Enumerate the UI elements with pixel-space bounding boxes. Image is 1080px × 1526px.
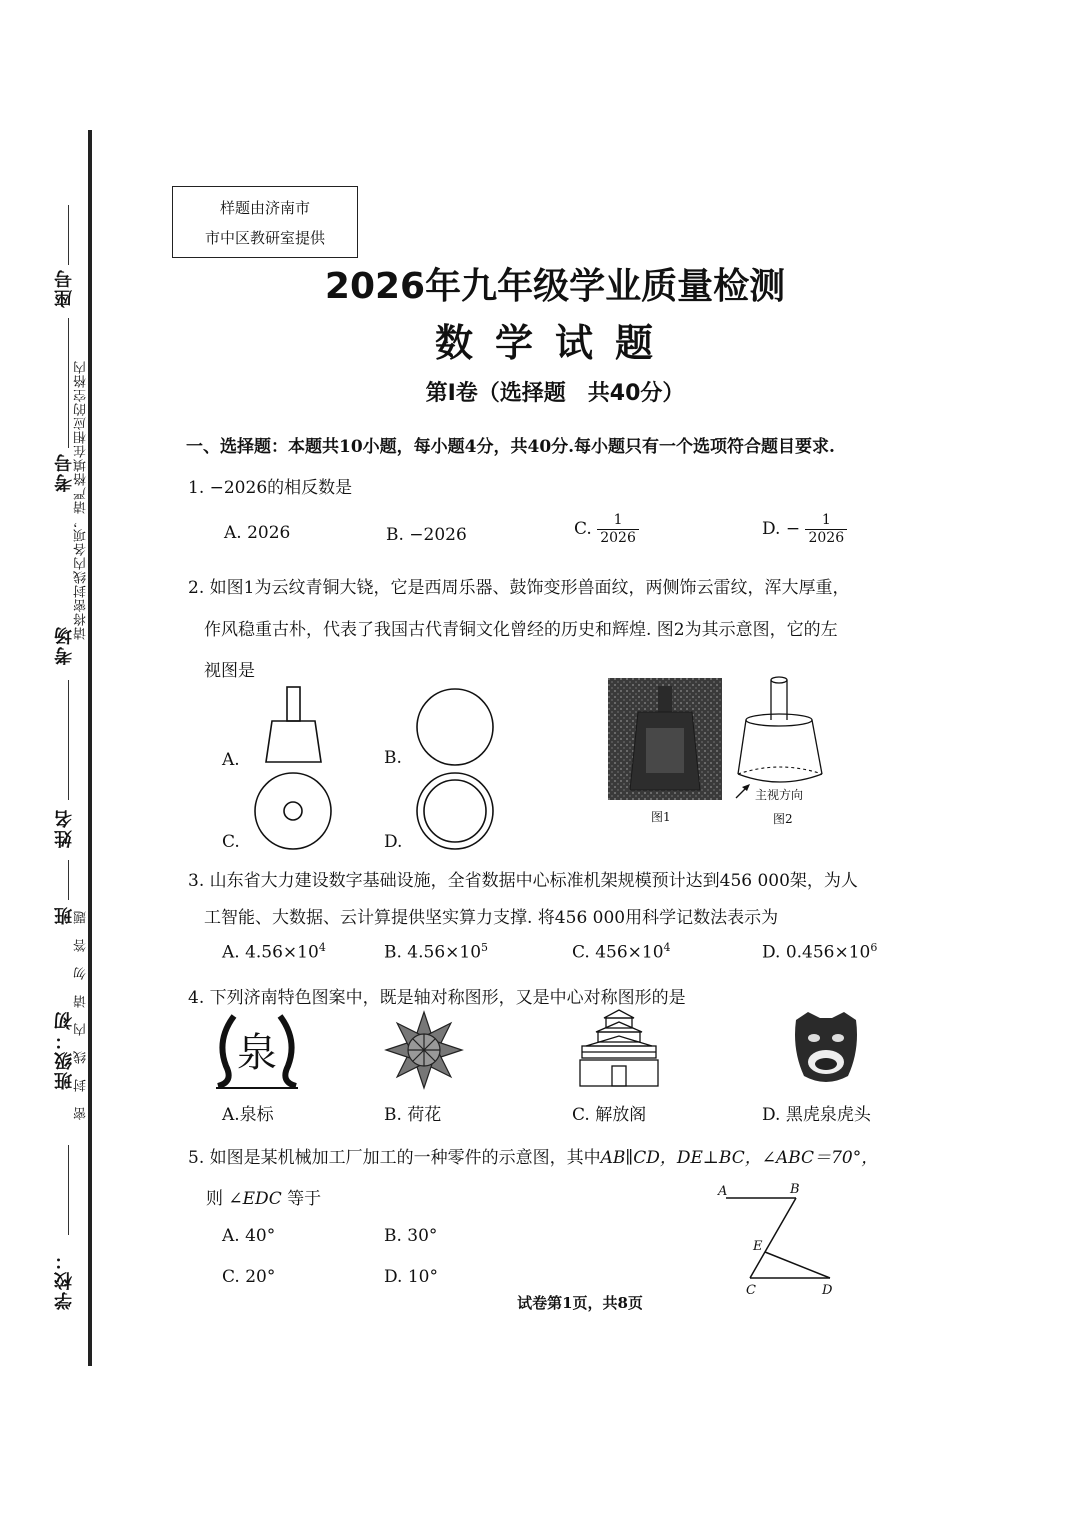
exam-room-label: 考场 bbox=[54, 625, 75, 665]
name-line bbox=[68, 860, 69, 900]
q1-option-c-fraction bbox=[597, 512, 639, 547]
q2-option-c-label: C. bbox=[222, 832, 240, 852]
stamp-line-1: 样题由济南市 bbox=[219, 199, 310, 217]
seat-line bbox=[68, 205, 69, 265]
q2-option-b-figure bbox=[414, 686, 498, 770]
fraction-numerator: 1 bbox=[805, 512, 847, 530]
q3-option-b bbox=[384, 941, 488, 963]
q4-option-c: C. 解放阁 bbox=[572, 1105, 647, 1125]
q3-option-d-exponent: 6 bbox=[870, 941, 878, 954]
subject-title: 数学试题 bbox=[434, 321, 675, 365]
q4-stem: 4. 下列济南特色图案中，既是轴对称图形，又是中心对称图形的是 bbox=[188, 988, 686, 1008]
q1-option-d bbox=[762, 512, 847, 547]
q3-option-b-base: B. 4.56×10 bbox=[384, 942, 482, 963]
instructions: 一、选择题：本题共10小题，每小题4分，共40分.每小题只有一个选项符合题目要求. bbox=[186, 437, 835, 457]
q2-option-d-figure bbox=[414, 770, 498, 854]
q3-option-c-exponent: 4 bbox=[663, 941, 671, 954]
q5-option-b: B. 30° bbox=[384, 1226, 438, 1246]
quan-character: 泉 bbox=[237, 1030, 277, 1076]
section-title: 第I卷（选择题 共40分） bbox=[425, 381, 685, 406]
seal-line-text: 密 封 线 内 请 勿 答 题 bbox=[74, 910, 89, 1120]
point-e-label: E bbox=[753, 1239, 763, 1254]
class-label: 班 bbox=[54, 905, 75, 925]
q3-option-d-base: D. 0.456×10 bbox=[762, 942, 871, 963]
q1-option-d-fraction bbox=[805, 512, 847, 547]
q1-option-b: B. −2026 bbox=[386, 525, 467, 545]
q3-option-d bbox=[762, 941, 877, 963]
q1-option-c-label: C. bbox=[574, 519, 592, 539]
q1-stem: 1. −2026的相反数是 bbox=[188, 478, 353, 498]
lotus-emblem bbox=[384, 1010, 464, 1090]
q5-line-1-text: 5. 如图是某机械加工厂加工的一种零件的示意图，其中 bbox=[188, 1148, 601, 1168]
q1-option-d-label: D. − bbox=[762, 519, 801, 539]
q3-option-a bbox=[222, 941, 326, 963]
q3-option-b-exponent: 5 bbox=[481, 941, 489, 954]
exam-no-label: 考号 bbox=[54, 452, 75, 492]
quanbiao-emblem bbox=[212, 1010, 302, 1090]
q2-option-a-label: A. bbox=[222, 750, 240, 770]
q3-line-2: 工智能、大数据、云计算提供坚实算力支撑. 将456 000用科学记数法表示为 bbox=[204, 908, 779, 928]
bronze-nao-photo bbox=[608, 678, 722, 800]
page-footer: 试卷第1页，共8页 bbox=[517, 1294, 643, 1312]
q2-option-b-label: B. bbox=[384, 748, 402, 768]
fraction-denominator: 2026 bbox=[600, 530, 636, 546]
direction-label: 主视方向 bbox=[755, 788, 804, 802]
nao-schematic bbox=[732, 672, 832, 804]
source-stamp bbox=[172, 186, 358, 258]
q5-line-2-math: ∠EDC bbox=[228, 1189, 282, 1209]
jiefangge-pavilion bbox=[576, 1008, 662, 1088]
school-label: 学校： bbox=[54, 1250, 75, 1310]
q5-option-d: D. 10° bbox=[384, 1267, 438, 1287]
q2-option-d-label: D. bbox=[384, 832, 403, 852]
point-d-label: D bbox=[822, 1283, 833, 1298]
q3-line-1: 3. 山东省大力建设数字基础设施，全省数据中心标准机架规模预计达到456 000架，为人 bbox=[188, 871, 858, 891]
seat-label: 座号 bbox=[54, 268, 75, 308]
q5-option-a: A. 40° bbox=[222, 1226, 276, 1246]
name-label: 姓名 bbox=[54, 808, 75, 848]
q3-option-c bbox=[572, 941, 671, 963]
q5-line-2-prefix: 则 bbox=[206, 1189, 223, 1209]
exam-room-line bbox=[68, 680, 69, 800]
q4-option-b: B. 荷花 bbox=[384, 1105, 442, 1125]
q4-option-a: A.泉标 bbox=[222, 1105, 274, 1125]
black-tiger-head bbox=[790, 1008, 862, 1088]
fraction-numerator: 1 bbox=[597, 512, 639, 530]
q1-option-c bbox=[574, 512, 639, 547]
q2-line-2: 作风稳重古朴，代表了我国古代青铜文化曾经的历史和辉煌. 图2为其示意图，它的左 bbox=[204, 620, 838, 640]
stamp-line-2: 市中区教研室提供 bbox=[204, 229, 325, 247]
fig2-caption: 图2 bbox=[773, 812, 793, 826]
q3-option-a-base: A. 4.56×10 bbox=[222, 942, 319, 963]
q5-line-2 bbox=[206, 1184, 321, 1209]
exam-title: 2026年九年级学业质量检测 bbox=[324, 266, 786, 307]
point-a-label: A bbox=[718, 1184, 728, 1199]
q1-option-a: A. 2026 bbox=[224, 523, 291, 543]
q4-option-d: D. 黑虎泉虎头 bbox=[762, 1105, 871, 1125]
q3-option-a-exponent: 4 bbox=[318, 941, 326, 954]
point-b-label: B bbox=[790, 1182, 800, 1197]
q2-option-a-figure bbox=[258, 684, 338, 768]
q2-option-c-figure bbox=[252, 770, 336, 854]
q5-line-2-suffix: 等于 bbox=[287, 1189, 322, 1209]
school-line bbox=[68, 1145, 69, 1235]
point-c-label: C bbox=[746, 1283, 756, 1298]
notice-text: 请将密封线内各项，请严格填在相应的空格内 bbox=[74, 360, 89, 640]
q5-geometry-figure bbox=[712, 1178, 842, 1300]
grade-label: 班级：初 bbox=[54, 1010, 75, 1090]
q5-line-1-math: AB∥CD，DE⊥BC，∠ABC＝70°， bbox=[600, 1148, 879, 1168]
q5-line-1 bbox=[188, 1143, 878, 1168]
q2-line-1: 2. 如图1为云纹青铜大铙，它是西周乐器、鼓饰变形兽面纹，两侧饰云雷纹，浑大厚重， bbox=[188, 578, 850, 598]
fraction-denominator: 2026 bbox=[808, 530, 845, 546]
fig1-caption: 图1 bbox=[651, 810, 671, 824]
q5-option-c: C. 20° bbox=[222, 1267, 276, 1287]
q2-line-3: 视图是 bbox=[204, 661, 255, 681]
q3-option-c-base: C. 456×10 bbox=[572, 942, 664, 963]
